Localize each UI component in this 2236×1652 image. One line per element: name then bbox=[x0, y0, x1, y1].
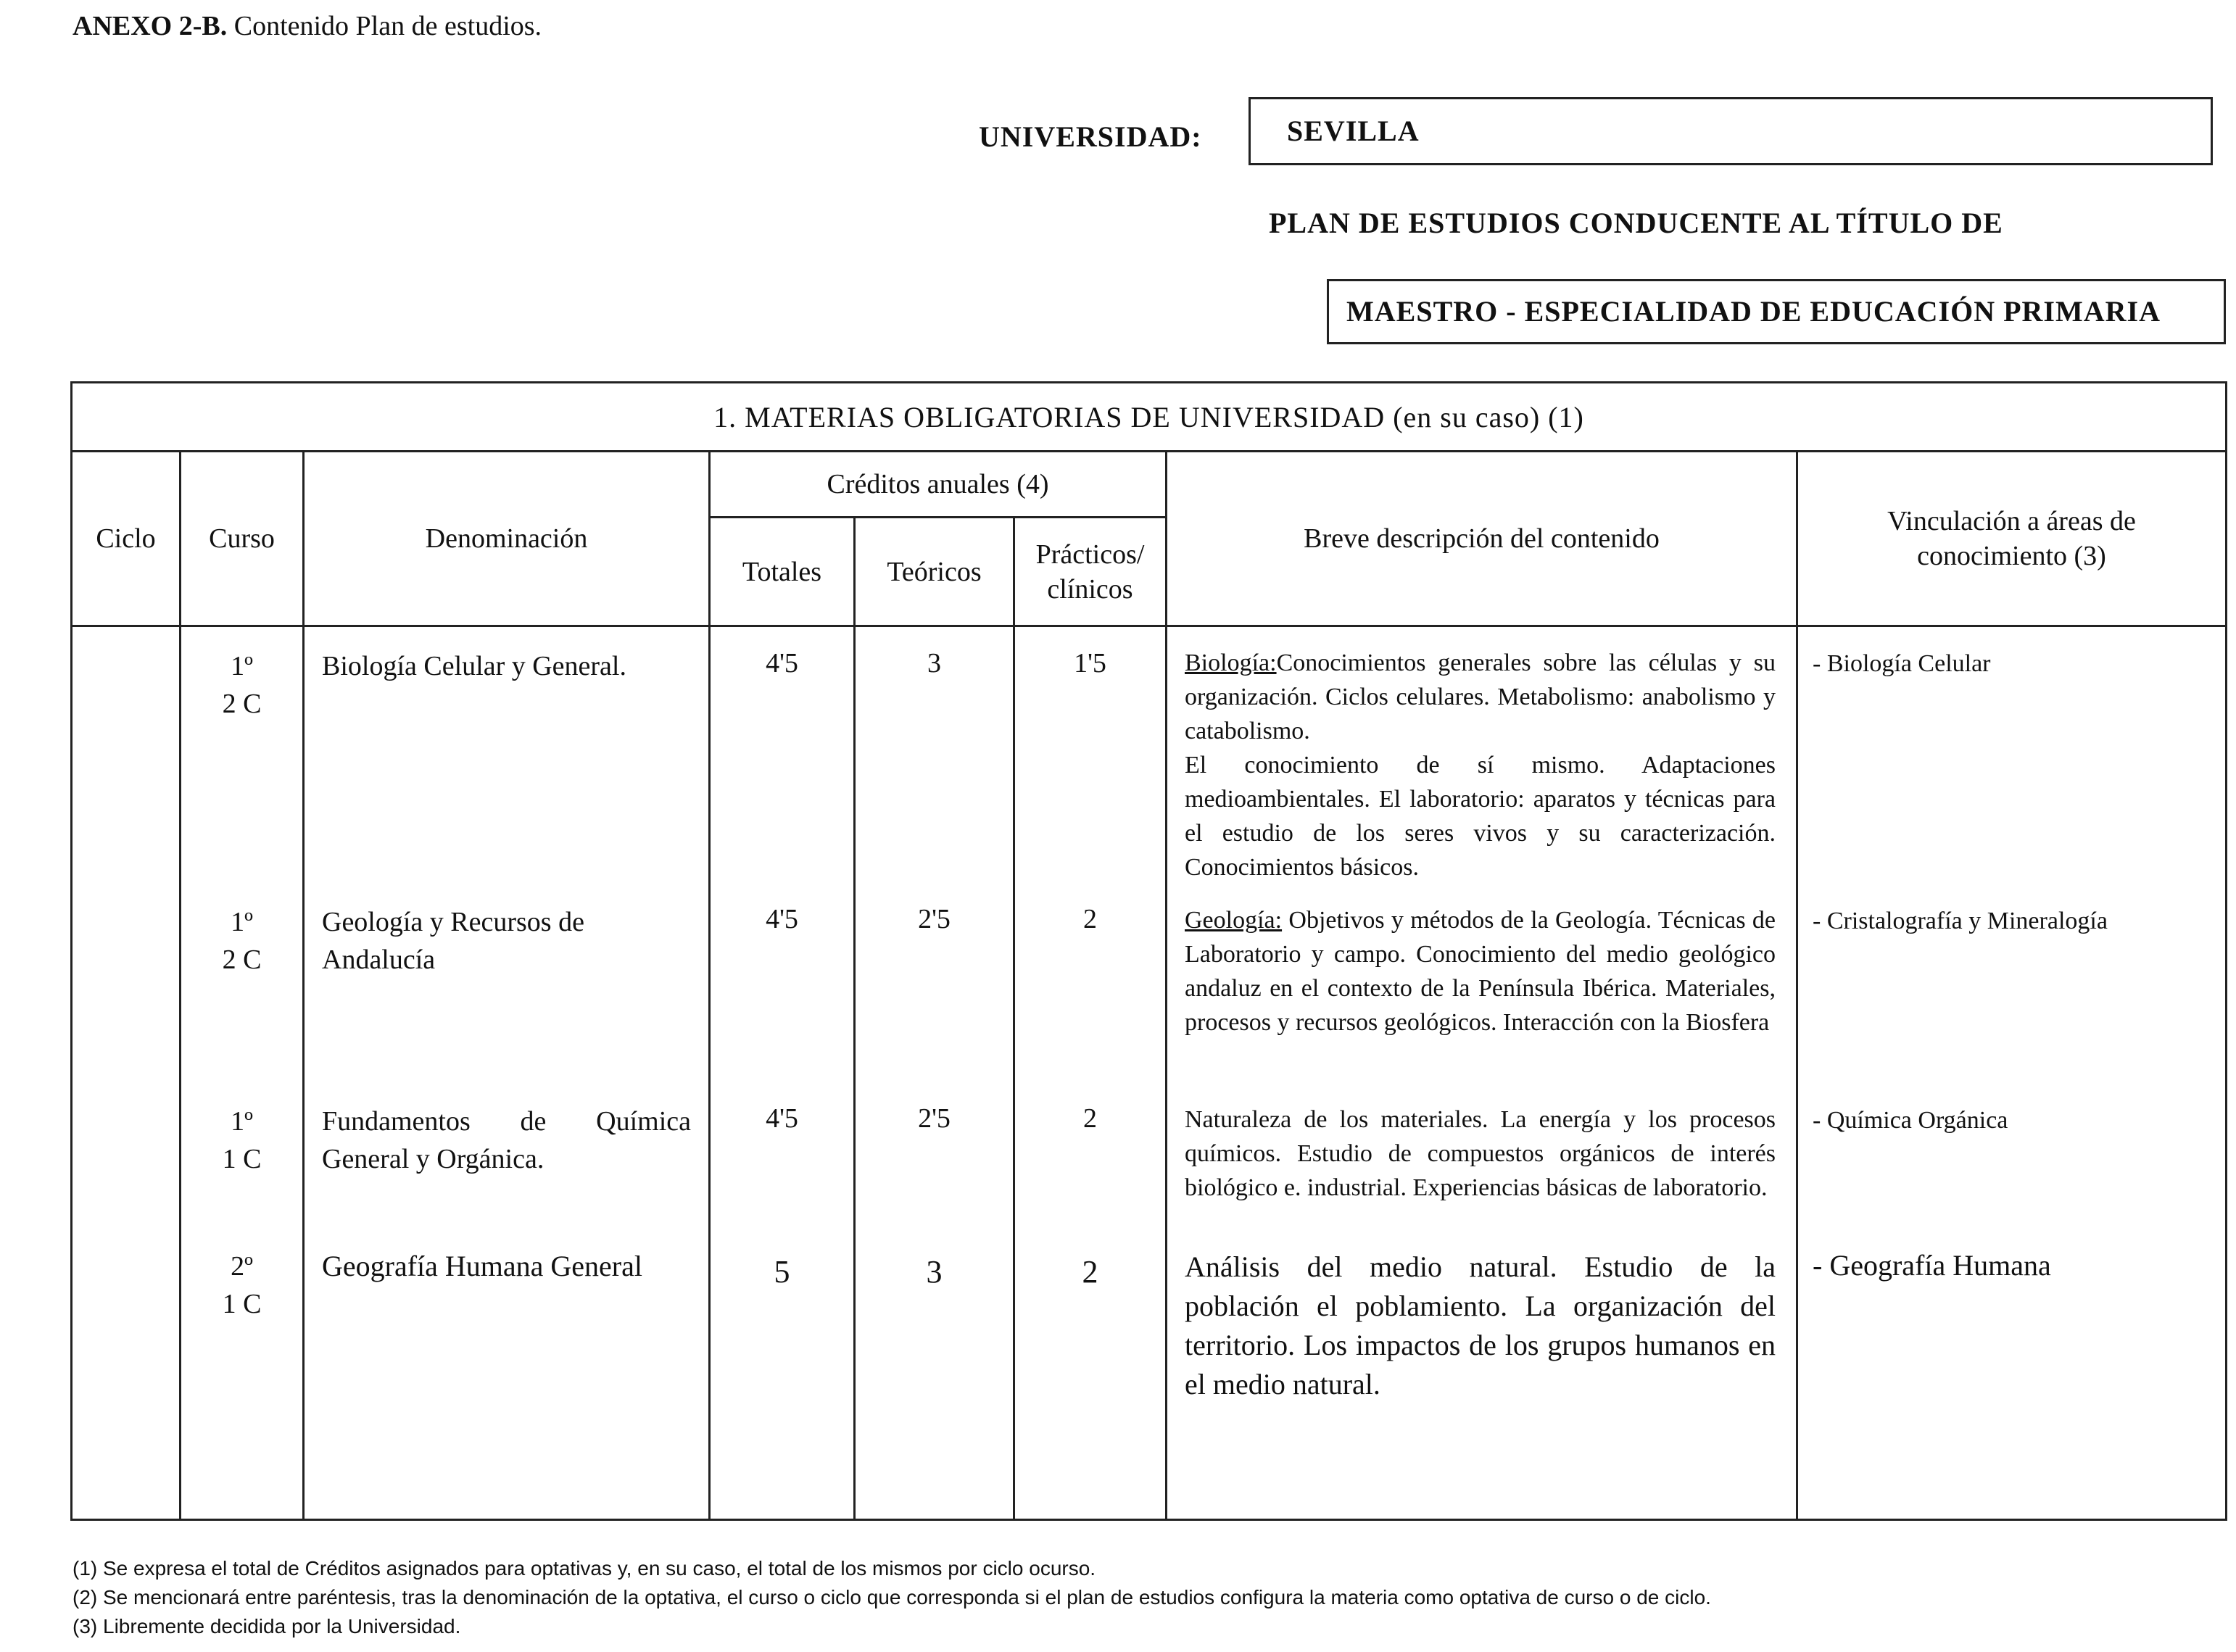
materias-table bbox=[70, 381, 2227, 1521]
universidad-value: SEVILLA bbox=[1249, 97, 2213, 165]
header-vinculacion-line2: conocimiento (3) bbox=[1917, 541, 2106, 571]
teoricos-cell: 3 bbox=[855, 626, 1014, 903]
practicos-cell: 2 bbox=[1014, 1103, 1167, 1248]
descripcion-cell bbox=[1167, 626, 1797, 903]
denominacion-cell: Biología Celular y General. bbox=[304, 626, 710, 903]
totales-cell: 5 bbox=[710, 1248, 855, 1520]
header-creditos: Créditos anuales (4) bbox=[710, 452, 1167, 518]
section-title-main: 1. MATERIAS OBLIGATORIAS DE UNIVERSIDAD bbox=[713, 400, 1386, 433]
ciclo-cell bbox=[72, 626, 181, 903]
annex-description: Contenido Plan de estudios. bbox=[227, 11, 542, 41]
descripcion-label: Biología: bbox=[1185, 649, 1277, 676]
curso-term: 2 C bbox=[222, 944, 262, 975]
header-vinculacion bbox=[1797, 452, 2227, 626]
descripcion-text: Objetivos y métodos de la Geología. Técnicas de Laboratorio y campo. Conocimiento del medio geológico andaluz en el contexto de la Península Ibérica. Materiales, procesos y recursos geológicos. Interacción con la Biosfera bbox=[1185, 906, 1776, 1036]
vinculacion-cell: - Biología Celular bbox=[1797, 626, 2227, 903]
curso-year: 2º bbox=[231, 1250, 253, 1282]
header-vinculacion-line1: Vinculación a áreas de bbox=[1887, 506, 2136, 536]
annex-heading bbox=[73, 10, 542, 42]
header-descripcion: Breve descripción del contenido bbox=[1167, 452, 1797, 626]
section-title-note: (en su caso) (1) bbox=[1385, 400, 1584, 433]
teoricos-cell: 3 bbox=[855, 1248, 1014, 1520]
ciclo-cell bbox=[72, 1103, 181, 1248]
curso-year: 1º bbox=[231, 906, 253, 937]
footnote-1: (1) Se expresa el total de Créditos asignados para optativas y, en su caso, el total de los mismos por ciclo ocurso. bbox=[73, 1557, 1096, 1580]
practicos-cell: 2 bbox=[1014, 1248, 1167, 1520]
section-title bbox=[72, 383, 2227, 452]
descripcion-cell: Análisis del medio natural. Estudio de la población el poblamiento. La organización del territorio. Los impactos de los grupos humanos en el medio natural. bbox=[1167, 1248, 1797, 1520]
vinculacion-cell: - Geografía Humana bbox=[1797, 1248, 2227, 1520]
totales-cell: 4'5 bbox=[710, 903, 855, 1103]
denominacion-cell: Geología y Recursos de Andalucía bbox=[304, 903, 710, 1103]
header-ciclo: Ciclo bbox=[72, 452, 181, 626]
denominacion-cell: Fundamentos de Química General y Orgánica. bbox=[304, 1103, 710, 1248]
ciclo-cell bbox=[72, 1248, 181, 1520]
header-practicos-line1: Prácticos/ bbox=[1035, 539, 1145, 570]
titulo-value: MAESTRO - ESPECIALIDAD DE EDUCACIÓN PRIMARIA bbox=[1327, 279, 2226, 344]
table-row bbox=[72, 1248, 2227, 1520]
descripcion-cell bbox=[1167, 903, 1797, 1103]
teoricos-cell: 2'5 bbox=[855, 1103, 1014, 1248]
vinculacion-cell: - Química Orgánica bbox=[1797, 1103, 2227, 1248]
footnote-2: (2) Se mencionará entre paréntesis, tras la denominación de la optativa, el curso o ciclo que corresponda si el plan de estudios configura la materia como optativa de curso o de ciclo. bbox=[73, 1586, 1711, 1609]
table-row bbox=[72, 903, 2227, 1103]
curso-term: 1 C bbox=[222, 1288, 262, 1319]
header-practicos-line2: clínicos bbox=[1047, 573, 1133, 605]
curso-cell bbox=[181, 1248, 304, 1520]
denominacion-cell: Geografía Humana General bbox=[304, 1248, 710, 1520]
curso-year: 1º bbox=[231, 1105, 253, 1137]
curso-term: 1 C bbox=[222, 1143, 262, 1174]
curso-cell bbox=[181, 626, 304, 903]
descripcion-text-2: El conocimiento de sí mismo. Adaptaciones medioambientales. El laboratorio: aparatos y técnicas para el estudio de los seres vivos y su caracterización. Conocimientos básicos. bbox=[1185, 752, 1776, 881]
practicos-cell: 2 bbox=[1014, 903, 1167, 1103]
header-practicos bbox=[1014, 518, 1167, 626]
curso-cell bbox=[181, 903, 304, 1103]
descripcion-cell: Naturaleza de los materiales. La energía y los procesos químicos. Estudio de compuestos orgánicos de interés biológico e. industrial. Experiencias básicas de laboratorio. bbox=[1167, 1103, 1797, 1248]
annex-label: ANEXO 2-B. bbox=[73, 11, 228, 41]
curso-term: 2 C bbox=[222, 689, 262, 719]
header-totales: Totales bbox=[710, 518, 855, 626]
plan-label: PLAN DE ESTUDIOS CONDUCENTE AL TÍTULO DE bbox=[1269, 207, 2003, 239]
table-row bbox=[72, 1103, 2227, 1248]
ciclo-cell bbox=[72, 903, 181, 1103]
header-denominacion: Denominación bbox=[304, 452, 710, 626]
practicos-cell: 1'5 bbox=[1014, 626, 1167, 903]
footnote-3: (3) Libremente decidida por la Universidad. bbox=[73, 1615, 461, 1638]
curso-cell bbox=[181, 1103, 304, 1248]
teoricos-cell: 2'5 bbox=[855, 903, 1014, 1103]
vinculacion-cell: - Cristalografía y Mineralogía bbox=[1797, 903, 2227, 1103]
descripcion-label: Geología: bbox=[1185, 906, 1283, 934]
header-curso: Curso bbox=[181, 452, 304, 626]
curso-year: 1º bbox=[231, 651, 253, 681]
header-teoricos: Teóricos bbox=[855, 518, 1014, 626]
table-row bbox=[72, 626, 2227, 903]
descripcion-text: Conocimientos generales sobre las células y su organización. Ciclos celulares. Metabolismo: anabolismo y catabolismo. bbox=[1185, 649, 1776, 744]
totales-cell: 4'5 bbox=[710, 626, 855, 903]
universidad-label: UNIVERSIDAD: bbox=[979, 120, 1202, 153]
totales-cell: 4'5 bbox=[710, 1103, 855, 1248]
